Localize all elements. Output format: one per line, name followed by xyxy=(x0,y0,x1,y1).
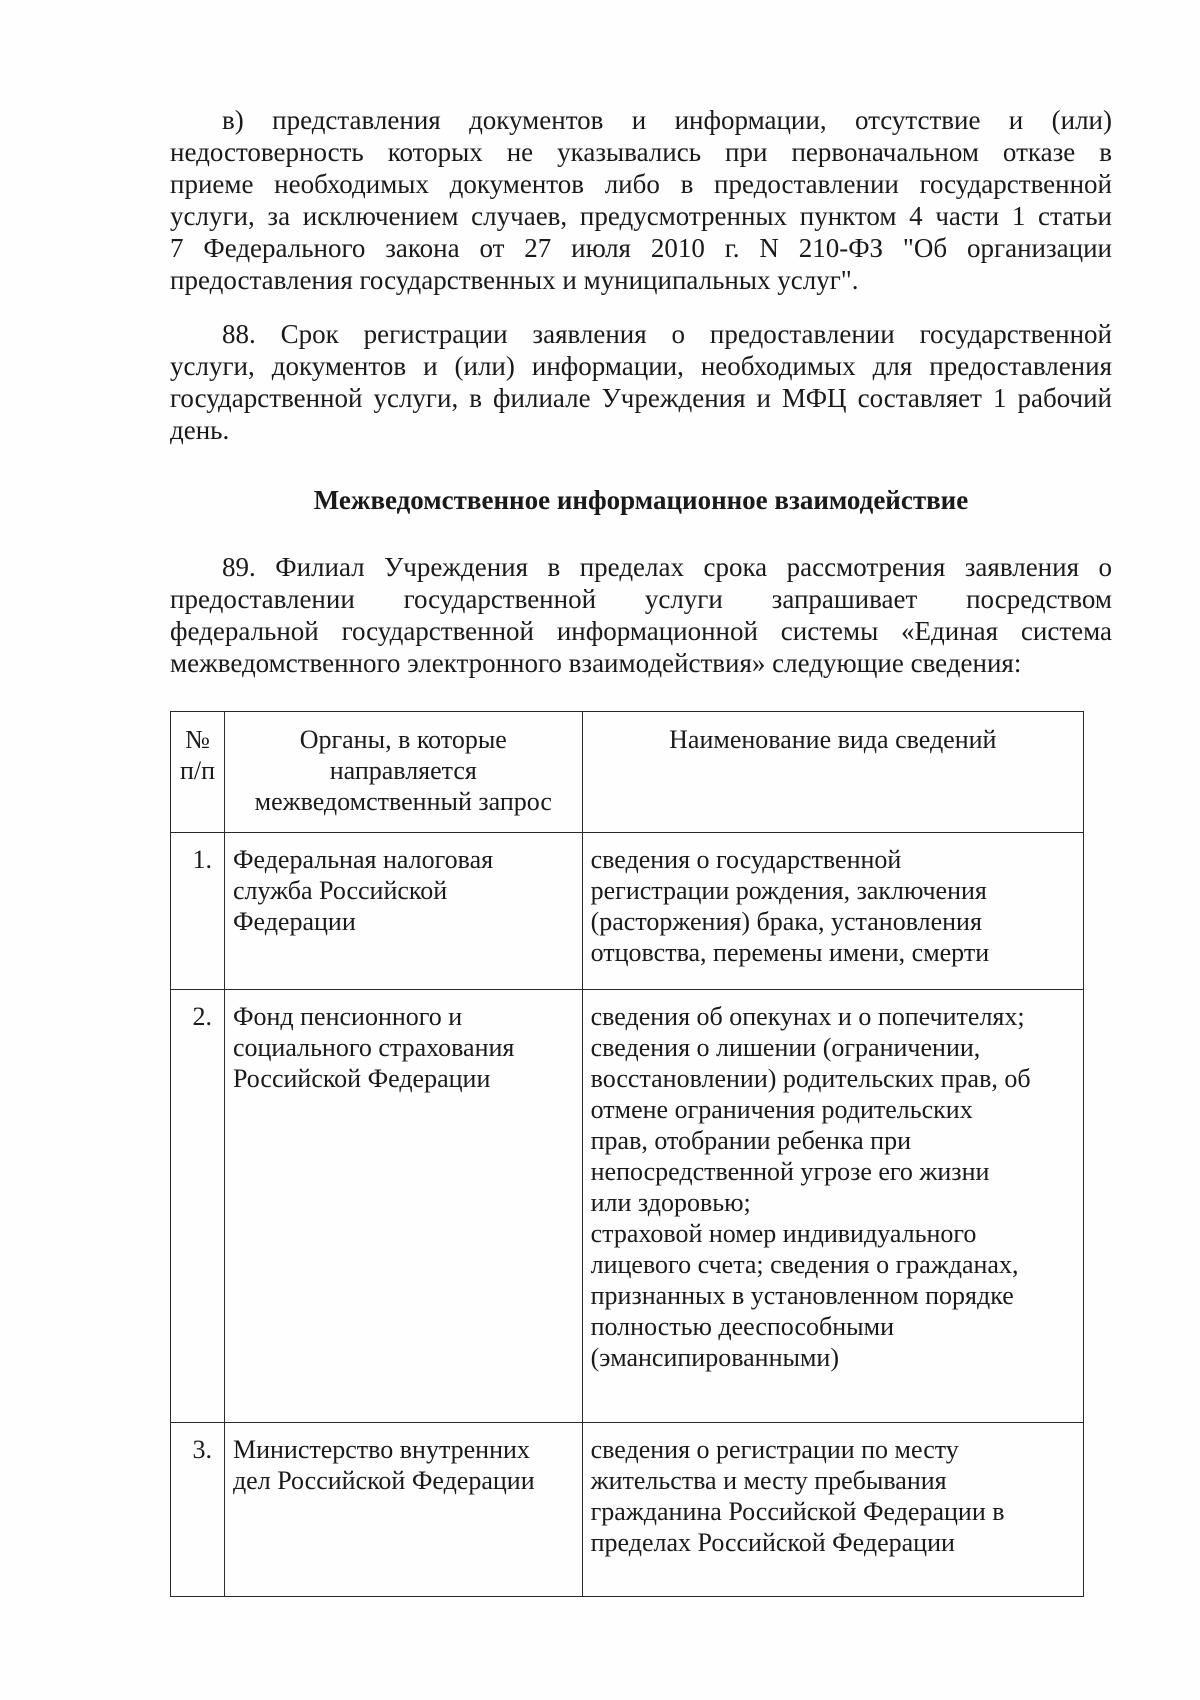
row-info xyxy=(582,990,1083,1423)
info-line: гражданина Российской Федерации в xyxy=(590,1497,1005,1526)
paragraph-line: 7 Федерального закона от 27 июля 2010 г. N 210-ФЗ "Об организации xyxy=(170,233,1112,263)
info-line: признанных в установленном порядке xyxy=(590,1281,1014,1310)
info-line: отцовства, перемены имени, смерти xyxy=(590,938,990,967)
row-info xyxy=(582,1423,1083,1597)
paragraph-line: предоставления государственных и муниципальных услуг". xyxy=(170,265,859,295)
org-line: служба Российской xyxy=(232,876,448,905)
info-line: прав, отобрании ребенка при xyxy=(590,1126,912,1155)
paragraph-88 xyxy=(170,318,1112,446)
org-line: Федеральная налоговая xyxy=(232,845,494,874)
interagency-table xyxy=(170,711,1084,1597)
org-line: Фонд пенсионного и xyxy=(232,1002,463,1031)
paragraph-v xyxy=(170,104,1112,296)
info-line: лицевого счета; сведения о гражданах, xyxy=(590,1250,1019,1279)
header-num-line: п/п xyxy=(179,756,215,785)
info-line: пределах Российской Федерации xyxy=(590,1528,955,1557)
row-number: 1. xyxy=(171,833,225,990)
info-line: сведения о государственной xyxy=(590,845,902,874)
org-line: Федерации xyxy=(232,907,356,936)
row-number: 3. xyxy=(171,1423,225,1597)
paragraph-line: недостоверность которых не указывались при первоначальном отказе в xyxy=(170,137,1112,167)
table-row xyxy=(171,833,1084,990)
row-number: 2. xyxy=(171,990,225,1423)
paragraph-line: федеральной государственной информационной системы «Единая система xyxy=(170,616,1112,646)
row-info xyxy=(582,833,1083,990)
info-line: полностью дееспособными xyxy=(590,1312,894,1341)
paragraph-line: день. xyxy=(170,415,230,445)
header-info xyxy=(582,712,1083,833)
org-line: социального страхования xyxy=(232,1033,515,1062)
paragraph-line: 89. Филиал Учреждения в пределах срока рассмотрения заявления о xyxy=(222,552,1112,582)
info-line: сведения о лишении (ограничении, xyxy=(590,1033,981,1062)
org-line: Министерство внутренних xyxy=(232,1435,530,1464)
paragraph-line: государственной услуги, в филиале Учреждения и МФЦ составляет 1 рабочий xyxy=(170,383,1112,413)
info-line: (расторжения) брака, установления xyxy=(590,907,982,936)
paragraph-line: 88. Срок регистрации заявления о предоставлении государственной xyxy=(222,319,1112,349)
header-org xyxy=(224,712,582,833)
header-org-line: Органы, в которые xyxy=(299,725,507,754)
paragraph-line: межведомственного электронного взаимодействия» следующие сведения: xyxy=(170,648,1022,678)
info-line: восстановлении) родительских прав, об xyxy=(590,1064,1031,1093)
row-organization xyxy=(224,833,582,990)
header-info-line: Наименование вида сведений xyxy=(669,725,997,754)
paragraph-line: услуги, за исключением случаев, предусмотренных пунктом 4 части 1 статьи xyxy=(170,201,1112,231)
paragraph-line: услуги, документов и (или) информации, необходимых для предоставления xyxy=(170,351,1112,381)
info-line: отмене ограничения родительских xyxy=(590,1095,973,1124)
header-org-line: направляется xyxy=(329,756,477,785)
info-line: регистрации рождения, заключения xyxy=(590,876,987,905)
header-num xyxy=(171,712,225,833)
table-row xyxy=(171,990,1084,1423)
header-num-line: № xyxy=(185,725,210,754)
paragraph-line: приеме необходимых документов либо в предоставлении государственной xyxy=(170,169,1112,199)
info-line: или здоровью; xyxy=(590,1188,751,1217)
paragraph-line: в) представления документов и информации, отсутствие и (или) xyxy=(222,105,1112,135)
info-line: жительства и месту пребывания xyxy=(590,1466,947,1495)
row-organization xyxy=(224,1423,582,1597)
row-organization xyxy=(224,990,582,1423)
info-line: непосредственной угрозе его жизни xyxy=(590,1157,990,1186)
info-line: сведения об опекунах и о попечителях; xyxy=(590,1002,1025,1031)
info-line: страховой номер индивидуального xyxy=(590,1219,977,1248)
section-heading: Межведомственное информационное взаимодействие xyxy=(313,485,969,515)
info-line: (эмансипированными) xyxy=(590,1343,840,1372)
paragraph-89 xyxy=(170,551,1112,679)
table-header-row xyxy=(171,712,1084,833)
header-org-line: межведомственный запрос xyxy=(254,787,552,816)
org-line: Российской Федерации xyxy=(232,1064,491,1093)
info-line: сведения о регистрации по месту xyxy=(590,1435,959,1464)
table-row xyxy=(171,1423,1084,1597)
org-line: дел Российской Федерации xyxy=(232,1466,535,1495)
paragraph-line: предоставлении государственной услуги запрашивает посредством xyxy=(170,584,1112,614)
